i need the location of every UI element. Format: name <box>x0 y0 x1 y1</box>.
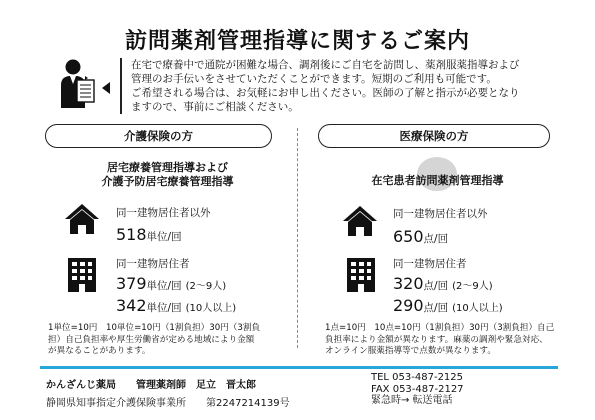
iryo-group2b-price <box>393 296 503 315</box>
iryo-group1-unit: 点/回 <box>423 233 449 245</box>
iryo-group2b-unit: 点/回 <box>423 302 449 314</box>
kaigo-group2a-note: (2～9人) <box>185 281 227 292</box>
iryo-section-header: 医療保険の方 <box>318 124 550 148</box>
tel-number: TEL 053-487-2125 <box>371 372 464 383</box>
kaigo-subtitle <box>60 161 275 189</box>
emergency-contact: 緊急時→ 転送電話 <box>371 395 453 406</box>
iryo-group2b-note: (10人以上) <box>452 303 503 314</box>
intro-line-2: 管理のお手伝いをさせていただくことができます。短期のご利用も可能です。 <box>131 73 497 85</box>
kaigo-footnote <box>48 323 296 358</box>
iryo-group2a-unit: 点/回 <box>423 280 449 292</box>
iryo-group2-label: 同一建物居住者 <box>393 258 467 270</box>
intro-line-3: ご希望される場合は、お気軽にお申し出ください。医師の了解と指示が必要となり <box>131 87 520 99</box>
kaigo-group2a-price <box>116 274 226 293</box>
kaigo-group2b-price <box>116 296 236 315</box>
kaigo-group1-value: 518 <box>116 225 147 244</box>
iryo-subtitle: 在宅患者訪問薬剤管理指導 <box>371 174 504 187</box>
iryo-group1-price <box>393 227 448 246</box>
intro-line-4: ますので、事前にご相談ください。 <box>131 101 299 113</box>
accent-line <box>40 366 558 369</box>
kaigo-group2a-unit: 単位/回 <box>146 280 182 292</box>
iryo-group1-value: 650 <box>393 227 424 246</box>
section-divider <box>297 128 298 348</box>
iryo-group2b-value: 290 <box>393 296 424 315</box>
license-info: 静岡県知事指定介護保険事業所 第2247214139号 <box>46 398 290 409</box>
kaigo-group2-label: 同一建物居住者 <box>116 258 190 270</box>
kaigo-group2b-value: 342 <box>116 296 147 315</box>
kaigo-footnote-line-2: 担）自己負担率や厚生労働省が定める地域により金額 <box>48 334 255 345</box>
kaigo-group1-label: 同一建物居住者以外 <box>116 207 211 219</box>
house-icon <box>342 205 378 237</box>
pharmacist-icon <box>58 58 112 110</box>
kaigo-footnote-line-1: 1単位=10円 10単位=10円（1割負担）30円（3割負 <box>48 323 261 333</box>
iryo-group2a-note: (2～9人) <box>452 281 493 292</box>
iryo-group2a-price <box>393 274 493 293</box>
intro-line-1: 在宅で療養中で通院が困難な場合、調剤後にご自宅を訪問し、薬剤服薬指導および <box>131 59 520 71</box>
page-title: 訪問薬剤管理指導に関するご案内 <box>124 29 470 54</box>
iryo-footnote-line-3: オンライン服薬指導等で点数が異なります。 <box>325 346 496 356</box>
pharmacy-info: かんざんじ薬局 管理薬剤師 足立 晋太郎 <box>46 380 256 391</box>
kaigo-subtitle-line-2: 介護予防居宅療養管理指導 <box>101 175 234 188</box>
building-icon <box>68 258 96 292</box>
building-icon <box>347 258 375 292</box>
kaigo-subtitle-line-1: 居宅療養管理指導および <box>107 161 228 174</box>
kaigo-section-header: 介護保険の方 <box>45 124 272 148</box>
kaigo-group1-price <box>116 225 182 244</box>
fax-number: FAX 053-487-2127 <box>371 383 464 395</box>
contact-info <box>371 372 464 407</box>
kaigo-group1-unit: 単位/回 <box>146 231 182 243</box>
house-icon <box>64 203 100 235</box>
iryo-group1-label: 同一建物居住者以外 <box>393 208 488 220</box>
intro-divider <box>120 58 122 114</box>
kaigo-group2b-unit: 単位/回 <box>146 302 182 314</box>
kaigo-footnote-line-3: が異なることがあります。 <box>48 346 151 356</box>
iryo-footnote-line-1: 1点=10円 10点=10円（1割負担）30円（3割負担）自己 <box>325 323 555 333</box>
iryo-group2a-value: 320 <box>393 274 424 293</box>
kaigo-group2a-value: 379 <box>116 274 147 293</box>
iryo-footnote-line-2: 負担率により金額が異なります。麻薬の調剤や緊急対応、 <box>325 334 548 345</box>
iryo-footnote <box>325 323 573 358</box>
kaigo-group2b-note: (10人以上) <box>185 303 237 314</box>
intro-text <box>131 58 571 114</box>
